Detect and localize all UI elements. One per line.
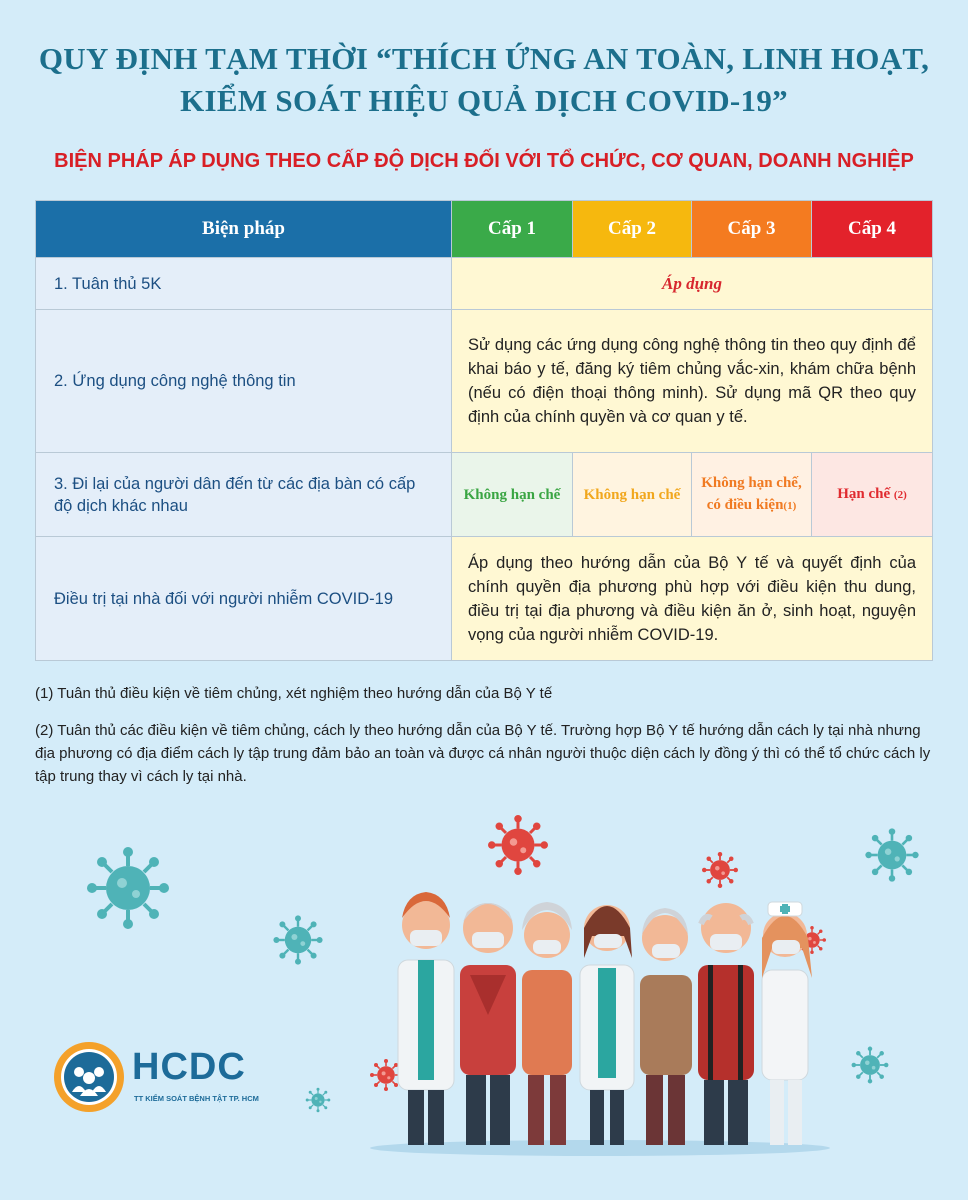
row-travel-level-4 <box>812 453 933 537</box>
table-header-row <box>36 201 933 258</box>
grandfather-figure <box>698 903 754 1145</box>
people-illustration <box>0 800 968 1200</box>
table-row <box>36 310 933 453</box>
row-travel-level-2: Không hạn chế <box>573 453 692 537</box>
header-measure: Biện pháp <box>36 201 452 258</box>
row-measure-travel: 3. Đi lại của người dân đến từ các địa bàn có cấp độ dịch khác nhau <box>36 453 452 537</box>
hcdc-logo <box>52 1040 259 1120</box>
title-line-1: QUY ĐỊNH TẠM THỜI “THÍCH ỨNG AN TOÀN, LINH HOẠT, <box>38 41 930 76</box>
row-value-it: Sử dụng các ứng dụng công nghệ thông tin theo quy định để khai báo y tế, đăng ký tiêm chủng vắc-xin, khám chữa bệnh (nếu có điện thoại thông minh). Sử dụng mã QR theo quy định của chính quyền và cơ quan y tế. <box>452 310 933 453</box>
page-subtitle: BIỆN PHÁP ÁP DỤNG THEO CẤP ĐỘ DỊCH ĐỐI VỚI TỔ CHỨC, CƠ QUAN, DOANH NGHIỆP <box>54 150 914 172</box>
table-row <box>36 258 933 310</box>
title-line-2: KIỂM SOÁT HIỆU QUẢ DỊCH COVID-19” <box>180 83 788 118</box>
female-doctor-figure <box>580 905 634 1145</box>
nurse-figure <box>762 902 812 1145</box>
note-ref-1: (1) <box>783 500 797 512</box>
table-row <box>36 537 933 661</box>
row-value-home-treatment: Áp dụng theo hướng dẫn của Bộ Y tế và quyết định của chính quyền địa phương phù hợp với điều kiện thu dung, điều trị tại địa phương và điều kiện ăn ở, sinh hoạt, nguyện vọng của người nhiễm COVID-19. <box>452 537 933 661</box>
row-travel-level-3 <box>692 453 812 537</box>
row-travel-level-3-text: Không hạn chế, có điều kiện <box>701 475 802 513</box>
row-travel-level-4-text: Hạn chế <box>837 486 891 502</box>
doctor-figure <box>398 892 454 1145</box>
footnote-1: (1) Tuân thủ điều kiện về tiêm chủng, xét nghiệm theo hướng dẫn của Bộ Y tế <box>35 685 553 702</box>
table-row <box>36 453 933 537</box>
note-ref-2: (2) <box>893 489 907 501</box>
header-level-1: Cấp 1 <box>452 201 573 258</box>
row-travel-level-1: Không hạn chế <box>452 453 573 537</box>
elderly-man-figure <box>460 903 516 1145</box>
row-value-5k: Áp dụng <box>452 258 933 310</box>
measures-table <box>35 200 933 661</box>
row-measure-it: 2. Ứng dụng công nghệ thông tin <box>36 310 452 453</box>
page-title <box>0 38 968 122</box>
hcdc-logo-icon <box>52 1040 126 1114</box>
logo-name: HCDC <box>132 1046 246 1088</box>
footnote-2: (2) Tuân thủ các điều kiện về tiêm chủng, cách ly theo hướng dẫn của Bộ Y tế. Trường hợp Bộ Y tế hướng dẫn cách ly tại nhà nhưng địa phương có địa điểm cách ly tập trung đảm bảo an toàn và được cá nhân người thuộc diện cách ly đồng ý thì có thể tổ chức cách ly tập trung thay vì cách ly tại nhà. <box>35 722 931 785</box>
header-level-4: Cấp 4 <box>812 201 933 258</box>
row-measure-5k: 1. Tuân thủ 5K <box>36 258 452 310</box>
logo-tagline: TT KIỂM SOÁT BỆNH TẬT TP. HCM <box>134 1094 259 1103</box>
grandmother-figure <box>640 908 692 1145</box>
row-measure-home-treatment: Điều trị tại nhà đối với người nhiễm COVID-19 <box>36 537 452 661</box>
footnotes <box>35 682 935 802</box>
header-level-3: Cấp 3 <box>692 201 812 258</box>
header-level-2: Cấp 2 <box>573 201 692 258</box>
elderly-woman-figure <box>522 902 572 1145</box>
